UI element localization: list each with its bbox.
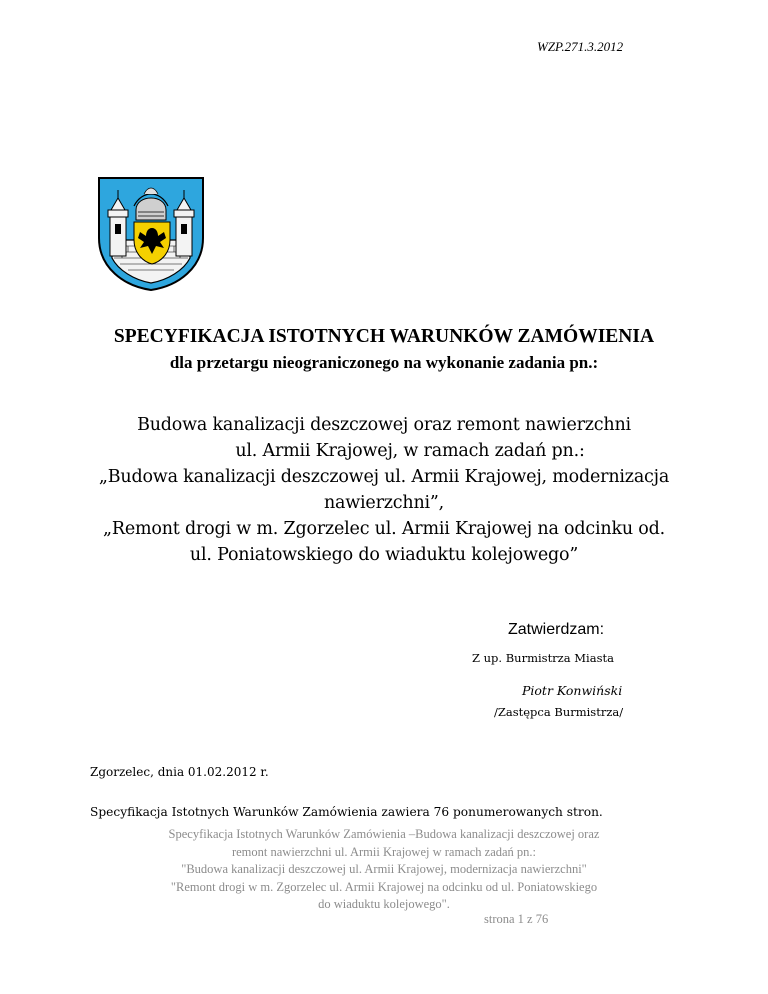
subject-line: „Budowa kanalizacji deszczowej ul. Armii Krajowej, modernizacja bbox=[98, 467, 670, 487]
footer-line: remont nawierzchni ul. Armii Krajowej w ramach zadań pn.: bbox=[231, 844, 537, 859]
document-reference-number: WZP.271.3.2012 bbox=[537, 39, 624, 54]
signer-name: Piotr Konwiński bbox=[522, 683, 623, 698]
coat-of-arms-icon bbox=[96, 176, 206, 292]
place-and-date: Zgorzelec, dnia 01.02.2012 r. bbox=[90, 765, 269, 779]
subject-line: ul. Armii Krajowej, w ramach zadań pn.: bbox=[235, 441, 585, 461]
signer-role: /Zastępca Burmistrza/ bbox=[494, 705, 624, 719]
document-title: SPECYFIKACJA ISTOTNYCH WARUNKÓW ZAMÓWIENIA bbox=[113, 326, 655, 347]
subject-line: „Remont drogi w m. Zgorzelec ul. Armii Krajowej na odcinku od. bbox=[103, 519, 665, 539]
page-footer bbox=[80, 826, 688, 914]
footer-line: "Remont drogi w m. Zgorzelec ul. Armii Krajowej na odcinku od ul. Poniatowskiego bbox=[170, 879, 598, 894]
contract-subject bbox=[90, 412, 678, 568]
footer-line: "Budowa kanalizacji deszczowej ul. Armii Krajowej, modernizacja nawierzchni" bbox=[181, 862, 587, 876]
subject-line: Budowa kanalizacji deszczowej oraz remont nawierzchni bbox=[137, 415, 631, 435]
subject-line: ul. Poniatowskiego do wiaduktu kolejowego” bbox=[189, 545, 579, 565]
document-subtitle: dla przetargu nieograniczonego na wykonanie zadania pn.: bbox=[169, 353, 599, 372]
footer-line: Specyfikacja Istotnych Warunków Zamówienia –Budowa kanalizacji deszczowej oraz bbox=[168, 827, 600, 841]
subject-line: nawierzchni”, bbox=[323, 493, 445, 513]
approval-label: Zatwierdzam: bbox=[508, 621, 605, 638]
footer-line: do wiaduktu kolejowego". bbox=[318, 897, 450, 911]
approval-on-behalf: Z up. Burmistrza Miasta bbox=[472, 651, 614, 665]
page-count-note: Specyfikacja Istotnych Warunków Zamówienia zawiera 76 ponumerowanych stron. bbox=[90, 805, 603, 819]
page-number: strona 1 z 76 bbox=[484, 912, 549, 926]
